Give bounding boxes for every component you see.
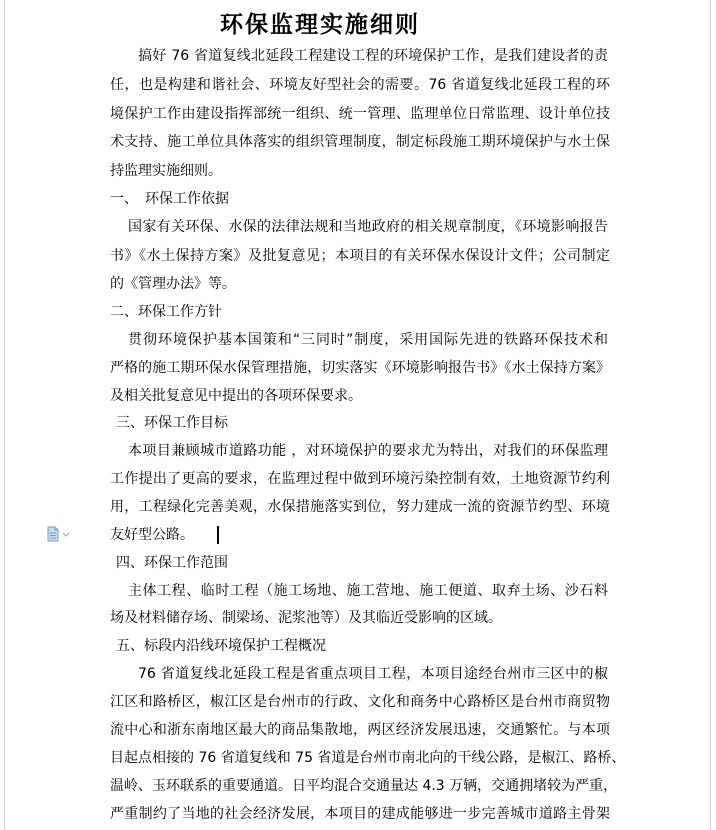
document-title: 环保监理实施细则 [220, 11, 420, 38]
paragraph-line: 用，工程绿化完善美观，水保措施落实到位，努力建成一流的资源节约型、环境 [110, 499, 610, 515]
paragraph-line: 温岭、玉环联系的重要通道。日平均混合交通量达 4.3 万辆，交通拥堵较为严重， [110, 778, 618, 794]
paragraph-line: 术支持、施工单位具体落实的组织管理制度，制定标段施工期环境保护与水土保 [110, 134, 610, 150]
paragraph-line: 严重制约了当地的社会经济发展，本项目的建成能够进一步完善城市道路主骨架 [110, 806, 610, 822]
paragraph-line: 国家有关环保、水保的法律法规和当地政府的相关规章制度，《环境影响报告 [128, 219, 608, 235]
paragraph-line: 主体工程、临时工程（施工场地、施工营地、施工便道、取弃土场、沙石料 [128, 583, 608, 599]
section-heading: 一、 环保工作依据 [110, 191, 229, 207]
paragraph-line: 工作提出了更高的要求，在监理过程中做到环境污染控制有效，土地资源节约利 [110, 471, 610, 487]
paragraph-line: 贯彻环境保护基本国策和“三同时”制度，采用国际先进的铁路环保技术和 [128, 332, 608, 348]
paragraph-line: 江区和路桥区，椒江区是台州市的行政、文化和商务中心路桥区是台州市商贸物 [110, 694, 610, 710]
paragraph-line: 书》《水土保持方案》及批复意见；本项目的有关环保水保设计文件；公司制定 [110, 248, 610, 264]
paragraph-line: 流中心和浙东南地区最大的商品集散地，两区经济发展迅速，交通繁忙。与本项 [110, 722, 610, 738]
chevron-down-icon [63, 533, 69, 536]
text-cursor [217, 526, 219, 544]
paragraph-line: 场及材料储存场、制梁场、泥浆池等）及其临近受影响的区域。 [110, 610, 502, 626]
paragraph-line: 搞好 76 省道复线北延段工程建设工程的环境保护工作，是我们建设者的责 [138, 48, 608, 64]
paragraph-options-marker[interactable] [46, 526, 74, 542]
paragraph-line: 任，也是构建和谐社会、环境友好型社会的需要。76 省道复线北延段工程的环 [110, 77, 610, 93]
paragraph-line: 持监理实施细则。 [110, 163, 222, 179]
document-icon [46, 526, 74, 542]
section-heading: 五、标段内沿线环境保护工程概况 [116, 638, 326, 654]
paragraph-line: 76 省道复线北延段工程是省重点项目工程，本项目途经台州市三区中的椒 [138, 666, 608, 682]
paragraph-line: 的《管理办法》等。 [110, 276, 236, 292]
paragraph-line: 本项目兼顾城市道路功能 ，对环境保护的要求尤为特出，对我们的环保监理 [128, 443, 608, 459]
paragraph-line: 严格的施工期环保水保管理措施，切实落实《环境影响报告书》《水土保持方案》 [110, 360, 610, 376]
section-heading: 三、环保工作目标 [116, 415, 228, 431]
paragraph-line: 及相关批复意见中提出的各项环保要求。 [110, 388, 362, 404]
section-heading: 四、环保工作范围 [116, 555, 228, 571]
section-heading: 二、环保工作方针 [110, 304, 222, 320]
paragraph-line: 目起点相接的 76 省道复线和 75 省道是台州市南北向的干线公路，是椒江、路桥、 [110, 750, 626, 766]
paragraph-line: 友好型公路。 [110, 527, 194, 543]
paragraph-line: 境保护工作由建设指挥部统一组织、统一管理、监理单位日常监理、设计单位技 [110, 106, 610, 122]
